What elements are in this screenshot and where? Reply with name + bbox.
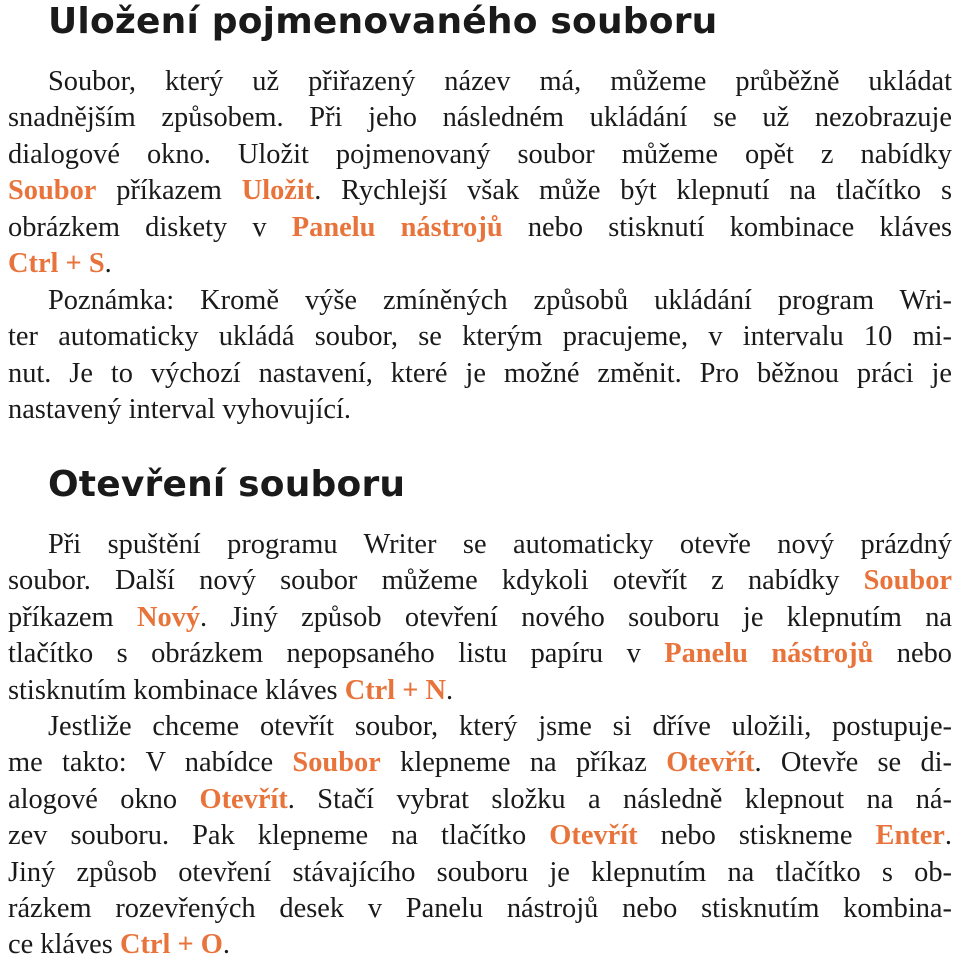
- menu-term-soubor: Soubor: [863, 565, 952, 597]
- text-line: dialogové okno. Uložit pojmenovaný soubor můžeme opět z nabídky: [8, 138, 952, 170]
- text-line: nastavený interval vyhovující.: [8, 394, 351, 426]
- text-line: Poznámka: Kromě výše zmíněných způsobů ukládání program Wri-: [48, 285, 952, 316]
- text-line: [8, 173, 952, 209]
- text-run: me takto: V nabídce: [8, 747, 293, 779]
- text-run: .: [104, 248, 112, 280]
- text-run: příkazem: [8, 601, 137, 633]
- key-term-enter: Enter: [875, 820, 945, 852]
- menu-term-soubor: Soubor: [8, 175, 97, 207]
- text-run: obrázkem diskety v: [8, 211, 292, 243]
- text-line: Soubor, který už přiřazený název má, můžeme průběžně ukládat: [48, 66, 952, 97]
- text-run: nebo stiskneme: [637, 820, 876, 852]
- paragraph-note: [8, 283, 952, 429]
- text-run: klepneme na příkaz: [380, 747, 667, 779]
- text-run: nebo: [873, 638, 952, 670]
- command-term-ulozit: Uložit: [241, 175, 315, 207]
- text-line: [8, 636, 952, 672]
- menu-term-soubor: Soubor: [292, 747, 381, 779]
- paragraph-open-existing: [8, 709, 952, 964]
- text-line: Při spuštění programu Writer se automaticky otevře nový prázdný: [48, 529, 952, 560]
- text-run: nebo stisknutí kombinace kláves: [502, 211, 952, 243]
- text-run: stisknutím kombinace kláves: [8, 674, 345, 706]
- text-line: [8, 210, 952, 246]
- text-line: [8, 745, 952, 781]
- text-run: tlačítko s obrázkem nepopsaného listu papíru v: [8, 638, 665, 670]
- text-run: . Otevře se di-: [754, 747, 953, 779]
- text-line: [8, 246, 952, 282]
- shortcut-ctrl-s: Ctrl + S: [8, 248, 105, 280]
- text-run: .: [446, 674, 454, 706]
- text-line: [8, 673, 952, 709]
- paragraph-save-intro: [8, 64, 952, 282]
- text-line: snadnějším způsobem. Při jeho následném ukládání se už nezobrazuje: [8, 102, 952, 134]
- command-term-novy: Nový: [136, 601, 201, 633]
- text-line: [8, 563, 952, 599]
- command-term-otevrit: Otevřít: [666, 747, 755, 779]
- section-heading-open: Otevření souboru: [48, 464, 406, 505]
- text-line: Jiný způsob otevření stávajícího souboru je klepnutím na tlačítko s ob-: [8, 856, 952, 888]
- text-run: alogové okno: [8, 783, 200, 815]
- button-term-otevrit: Otevřít: [549, 820, 638, 852]
- shortcut-ctrl-o: Ctrl + O: [119, 929, 223, 961]
- paragraph-new-file: [8, 527, 952, 709]
- text-line: nut. Je to výchozí nastavení, které je možné změnit. Pro běžnou práci je: [8, 357, 952, 389]
- section-heading-save: Uložení pojmenovaného souboru: [48, 1, 718, 42]
- text-run: příkazem: [96, 175, 242, 207]
- text-run: .: [944, 820, 953, 852]
- text-line: Jestliže chceme otevřít soubor, který jsme si dříve uložili, postupuje-: [48, 711, 952, 742]
- text-line: [8, 600, 952, 636]
- text-line: [8, 782, 952, 818]
- toolbar-term: Panelu nástrojů: [664, 638, 874, 670]
- text-line: [8, 927, 952, 963]
- text-run: ce kláves: [8, 929, 120, 961]
- toolbar-term: Panelu nástrojů: [291, 211, 503, 243]
- shortcut-ctrl-n: Ctrl + N: [344, 674, 447, 706]
- text-run: . Stačí vybrat složku a následně klepnout na ná-: [287, 783, 952, 815]
- text-line: ter automaticky ukládá soubor, se kterým pracujeme, v intervalu 10 mi-: [8, 321, 952, 353]
- text-run: . Jiný způsob otevření nového souboru je klepnutím na: [200, 601, 952, 633]
- text-line: [8, 818, 952, 854]
- text-line: rázkem rozevřených desek v Panelu nástrojů nebo stisknutím kombina-: [8, 893, 952, 925]
- text-run: zev souboru. Pak klepneme na tlačítko: [8, 820, 550, 852]
- text-run: soubor. Další nový soubor můžeme kdykoli otevřít z nabídky: [8, 565, 864, 597]
- text-run: .: [222, 929, 230, 961]
- text-run: . Rychlejší však může být klepnutí na tlačítko s: [314, 175, 952, 207]
- dialog-term-otevrit: Otevřít: [199, 783, 288, 815]
